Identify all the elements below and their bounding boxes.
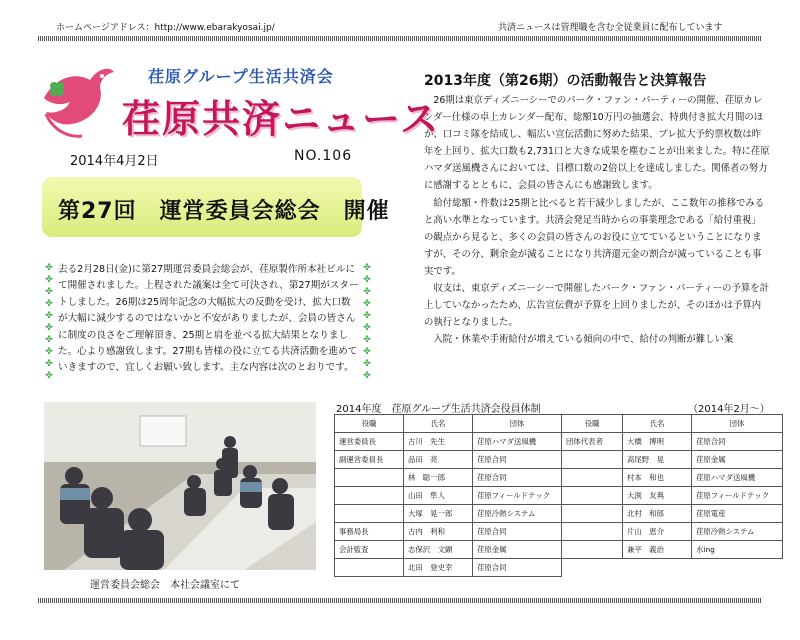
name-cell: 北田 登史幸 xyxy=(404,559,473,577)
role-cell xyxy=(335,469,404,487)
table-row xyxy=(335,505,783,523)
name-cell: 大橋 博明 xyxy=(623,433,692,451)
role-cell xyxy=(335,559,404,577)
article-paragraph: 給付総額・件数は25期と比べると若干減少しましたが、ここ数年の推移でみると高い水準となっています。共済会発足当時からの事業理念である「給付重視」の観点から見ると、多くの会員の皆さんのお役に立てているということになりますが、その分、剰余金が減ることになり共済還元金の割合が減っていることも事実です。 xyxy=(424,197,765,277)
empty-cell xyxy=(562,559,783,577)
org-cell: 荏原合同 xyxy=(473,523,562,541)
clover-border-left-icon: ✤ ✤ ✤ ✤ ✤ ✤ ✤ ✤ ✤ ✤ xyxy=(45,263,53,381)
role-cell xyxy=(562,451,623,469)
name-cell: 山田 隼人 xyxy=(404,487,473,505)
table-row xyxy=(335,541,783,559)
role-cell xyxy=(562,505,623,523)
table-row xyxy=(335,487,783,505)
role-cell: 事務局長 xyxy=(335,523,404,541)
org-cell: 荏原冷熱システム xyxy=(473,505,562,523)
bottom-divider xyxy=(38,598,762,603)
org-cell: 荏原フィールドテック xyxy=(473,487,562,505)
name-cell: 林 聡一郎 xyxy=(404,469,473,487)
org-cell: 荏原ハマダ送風機 xyxy=(473,433,562,451)
clover-border-right-icon: ✤ ✤ ✤ ✤ ✤ ✤ ✤ ✤ ✤ ✤ xyxy=(363,263,371,381)
role-cell xyxy=(335,487,404,505)
org-cell: 荏原金属 xyxy=(692,451,783,469)
table-row xyxy=(335,433,783,451)
org-cell: 荏原合同 xyxy=(473,469,562,487)
table-header-row xyxy=(335,415,783,433)
org-cell: 荏原電産 xyxy=(692,505,783,523)
masthead-subtitle: 荏原グループ生活共済会 xyxy=(148,67,334,86)
org-cell: 荏原合同 xyxy=(473,559,562,577)
issue-number: NO.106 xyxy=(294,148,353,164)
org-cell: 荏原合同 xyxy=(473,451,562,469)
name-cell: 北村 和郎 xyxy=(623,505,692,523)
name-cell: 村本 和也 xyxy=(623,469,692,487)
article-paragraph: 収支は、東京ディズニーシーで開催したパーク・ファン・パーティーの予算を計上していなかったため、広告宣伝費が予算を上回りましたが、そのほかは予算内の執行となりました。 xyxy=(424,283,770,329)
role-cell xyxy=(562,469,623,487)
table-row xyxy=(335,469,783,487)
distribution-note: 共済ニュースは管理職を含む全従業員に配布しています xyxy=(498,23,723,33)
role-cell: 会計監査 xyxy=(335,541,404,559)
intro-paragraph: 去る2月28日(金)に第27期運営委員会総会が、荏原製作所本社ビルにて開催されました。上程された議案は全て可決され、第27期がスタートしました。26期は25周年記念の大幅拡大の反動を受け、拡大口数が大幅に減少するのではないかと不安がありましたが、会員の皆さんに制度の良さをご理解頂き、25期と肩を並べる拡大結果となりました。心より感謝致します。27期も皆様の役に立てる共済活動を進めていきますので、宜しくお願い致します。主な内容は次のとおりです。 xyxy=(58,264,359,374)
table-row xyxy=(335,451,783,469)
officer-roster-table xyxy=(334,414,783,577)
roster-title: 2014年度 荏原グループ生活共済会役員体制 xyxy=(336,404,541,415)
role-cell xyxy=(562,487,623,505)
column-header: 団体 xyxy=(473,415,562,433)
org-cell: 荏原冷熱システム xyxy=(692,523,783,541)
name-cell: 古内 利和 xyxy=(404,523,473,541)
org-cell: 水ing xyxy=(692,541,783,559)
article-paragraph: 入院・休業や手術給付が増えている傾向の中で、給付の判断が難しい案 xyxy=(433,334,734,346)
org-cell: 荏原フィールドテック xyxy=(692,487,783,505)
name-cell: 兼平 義治 xyxy=(623,541,692,559)
headline: 第27回 運営委員会総会 開催 xyxy=(58,199,390,224)
article-paragraph: 26期は東京ディズニーシーでのパーク・ファン・パーティーの開催、荏原カレンダー仕様の卓上カレンダー配布、総額10万円の抽選会、特典付き拡大月間のほか、口コミ隊を結成し、幅広い宣伝活動に努めた結果、プレ拡大予約票枚数は昨年を上回り、拡大口数も2,731口と大きな成果を塵むことが出来ました。特に荏原ハマダ送風機さんにおいては、目標口数の2倍以上を達成しました。関係者の努力に感謝するとともに、会員の皆さんにも感謝致します。 xyxy=(424,95,770,192)
column-header: 役職 xyxy=(335,415,404,433)
dove-logo-icon xyxy=(38,58,118,144)
meeting-photo xyxy=(44,402,316,570)
name-cell: 片山 恵介 xyxy=(623,523,692,541)
role-cell xyxy=(562,523,623,541)
roster-date: （2014年2月～） xyxy=(688,404,770,415)
homepage-address: ホームページアドレス：http://www.ebarakyosai.jp/ xyxy=(56,23,275,33)
column-header: 役職 xyxy=(562,415,623,433)
top-divider xyxy=(38,36,762,41)
role-cell: 副運営委員長 xyxy=(335,451,404,469)
column-header: 氏名 xyxy=(623,415,692,433)
name-cell: 古川 先生 xyxy=(404,433,473,451)
role-cell xyxy=(562,541,623,559)
org-cell: 荏原合同 xyxy=(692,433,783,451)
column-header: 団体 xyxy=(692,415,783,433)
article-body xyxy=(424,92,770,348)
issue-date: 2014年4月2日 xyxy=(70,154,159,169)
name-cell: 大渕 友典 xyxy=(623,487,692,505)
name-cell: 品田 亮 xyxy=(404,451,473,469)
role-cell xyxy=(335,505,404,523)
column-header: 氏名 xyxy=(404,415,473,433)
photo-caption: 運営委員会総会 本社会議室にて xyxy=(90,580,240,591)
masthead-title: 荏原共済ニュース xyxy=(122,97,441,141)
role-cell: 団体代表者 xyxy=(562,433,623,451)
name-cell: 高尾野 晃 xyxy=(623,451,692,469)
org-cell: 荏原金属 xyxy=(473,541,562,559)
role-cell: 運営委員長 xyxy=(335,433,404,451)
table-row xyxy=(335,523,783,541)
org-cell: 荏原ハマダ送風機 xyxy=(692,469,783,487)
name-cell: 志保沢 文顕 xyxy=(404,541,473,559)
article-title: 2013年度（第26期）の活動報告と決算報告 xyxy=(424,73,707,89)
table-row xyxy=(335,559,783,577)
name-cell: 大塚 晃一郎 xyxy=(404,505,473,523)
